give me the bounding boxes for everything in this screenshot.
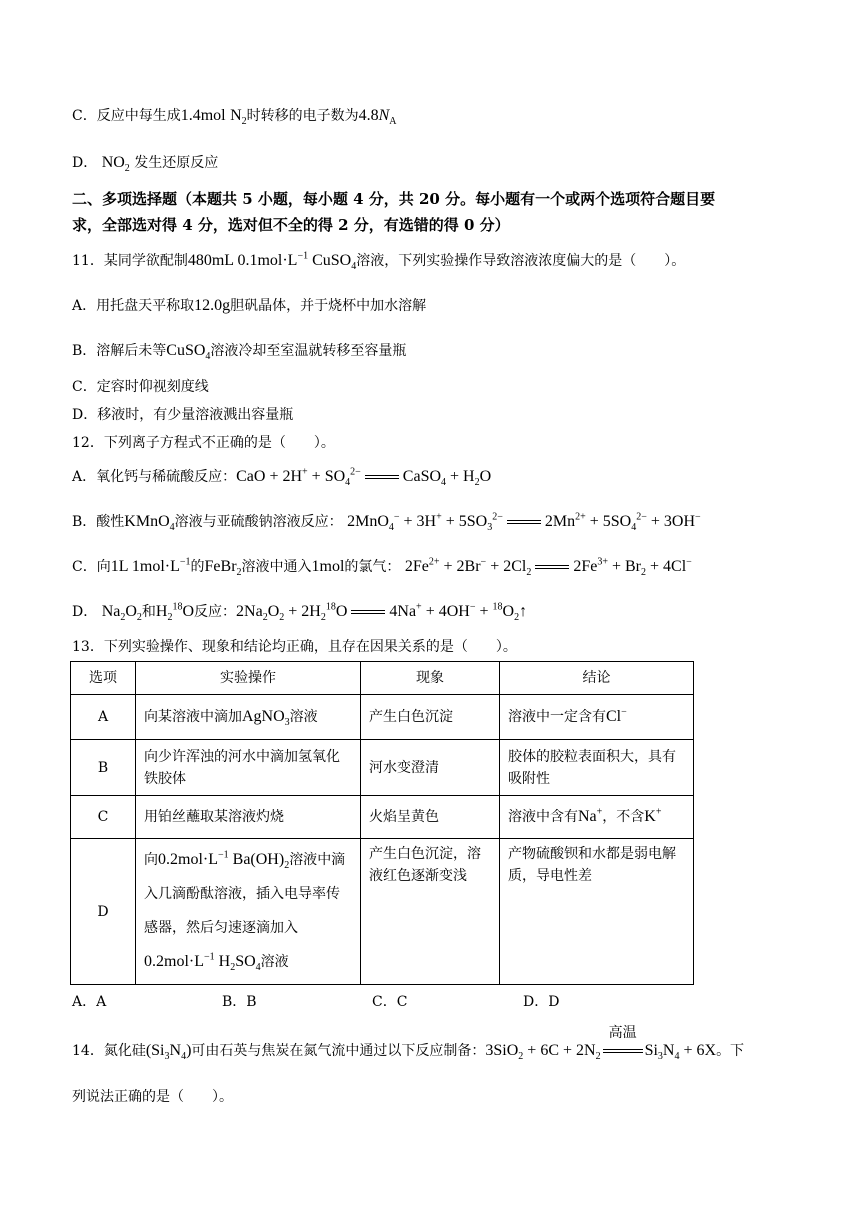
- q11-stem: 11．某同学欲配制480mL $0.1mol\cdot L^{-1}$ CuSO$_4$溶液，下列实验操作导致溶液浓度偏大的是（ ）。: [72, 250, 686, 273]
- header-conclusion: 结论: [500, 662, 694, 695]
- q10-option-d: D． $NO_2$ 发生还原反应: [72, 154, 219, 175]
- q13-table: [70, 661, 694, 985]
- row-conclusion: 胶体的胶粒表面积大，具有吸附性: [500, 740, 694, 796]
- section2-heading-line2: 求，全部选对得 4 分，选对但不全的得 2 分，有选错的得 0 分）: [72, 216, 510, 234]
- row-phenomenon: 河水变澄清: [361, 740, 500, 796]
- row-phenomenon: 产生白色沉淀: [361, 695, 500, 740]
- row-option: C: [71, 796, 136, 839]
- header-option: 选项: [71, 662, 136, 695]
- table-row: [71, 695, 694, 740]
- row-conclusion: 产物硫酸钡和水都是弱电解质，导电性差: [500, 839, 694, 985]
- header-operation: 实验操作: [136, 662, 361, 695]
- q13-option-a: A．A: [72, 994, 107, 1010]
- q11-option-a: A．用托盘天平称取12.0g胆矾晶体，并于烧杯中加水溶解: [72, 297, 427, 314]
- row-phenomenon: 产生白色沉淀，溶液红色逐渐变浅: [361, 839, 500, 985]
- q14-stem-line2: 列说法正确的是（ ）。: [72, 1089, 233, 1105]
- row-phenomenon: 火焰呈黄色: [361, 796, 500, 839]
- q13-option-b: B．B: [222, 994, 257, 1010]
- q12-option-a: A．氧化钙与稀硫酸反应：CaO + $2H^+ + SO_4^{2-}$ CaSO$_4$ + $H_2O$: [72, 466, 492, 489]
- row-conclusion: 溶液中含有Na+，不含K+: [500, 796, 694, 839]
- q12-option-c: C．向1L $1mol\cdot L^{-1}$的FeBr$_2$溶液中通入1mol的氯气： $2Fe^{2+} + 2Br^- + 2Cl_2$ $2Fe^{3+} + Br_2 + 4Cl^-$: [72, 556, 692, 579]
- table-row: [71, 740, 694, 796]
- header-phenomenon: 现象: [361, 662, 500, 695]
- row-conclusion: 溶液中一定含有Cl−: [500, 695, 694, 740]
- q12-option-b: B．酸性KMnO$_4$溶液与亚硫酸钠溶液反应： $2MnO_4^- + 3H^+ + 5SO_3^{2-}$ $2Mn^{2+} + 5SO_4^{2-} + 3OH^-$: [72, 511, 701, 534]
- q12-stem: 12．下列离子方程式不正确的是（ ）。: [72, 435, 335, 451]
- q14-stem: 14．氮化硅$(Si_3N_4)$可由石英与焦炭在氮气流中通过以下反应制备：$3SiO_2 + 6C + 2N_2$ 高温 $Si_3N_4 + 6X$。下: [72, 1025, 745, 1063]
- table-row: [71, 839, 694, 985]
- table-row: [71, 796, 694, 839]
- row-operation: 向$0.2mol\cdot L^{-1}$ $Ba(OH)_2$溶液中滴入几滴酚酞溶液，插入电导率传感器，然后匀速逐滴加入$0.2mol\cdot L^{-1}$ $H_2SO_4$溶液: [136, 839, 361, 985]
- row-operation: 用铂丝蘸取某溶液灼烧: [136, 796, 361, 839]
- row-option: A: [71, 695, 136, 740]
- q12-option-d: D． $Na_2O_2$和$H_2^{18}O$反应：$2Na_2O_2 + 2H_2^{18}O$ $4Na^+ + 4OH^- + ^{18}O_2↑$: [72, 601, 528, 624]
- row-option: B: [71, 740, 136, 796]
- q10-option-c: C．反应中每生成1.4mol $N_2$时转移的电子数为$4.8N_A$: [72, 107, 397, 128]
- q13-stem: 13．下列实验操作、现象和结论均正确，且存在因果关系的是（ ）。: [72, 639, 517, 655]
- q11-option-d: D．移液时，有少量溶液溅出容量瓶: [72, 407, 294, 423]
- row-option: D: [71, 839, 136, 985]
- section2-heading-line1: 二、多项选择题（本题共 5 小题，每小题 4 分，共 20 分。每小题有一个或两个选项符合题目要: [72, 190, 716, 208]
- row-operation: 向少许浑浊的河水中滴加氢氧化铁胶体: [136, 740, 361, 796]
- row-operation: 向某溶液中滴加AgNO$_3$溶液: [136, 695, 361, 740]
- q13-option-d: D．D: [523, 994, 560, 1010]
- q11-option-c: C．定容时仰视刻度线: [72, 379, 209, 395]
- q11-option-b: B．溶解后未等CuSO$_4$溶液冷却至室温就转移至容量瓶: [72, 342, 407, 363]
- table-header-row: [71, 662, 694, 695]
- q13-option-c: C．C: [372, 994, 408, 1010]
- reaction-condition-arrow: 高温: [601, 1041, 645, 1061]
